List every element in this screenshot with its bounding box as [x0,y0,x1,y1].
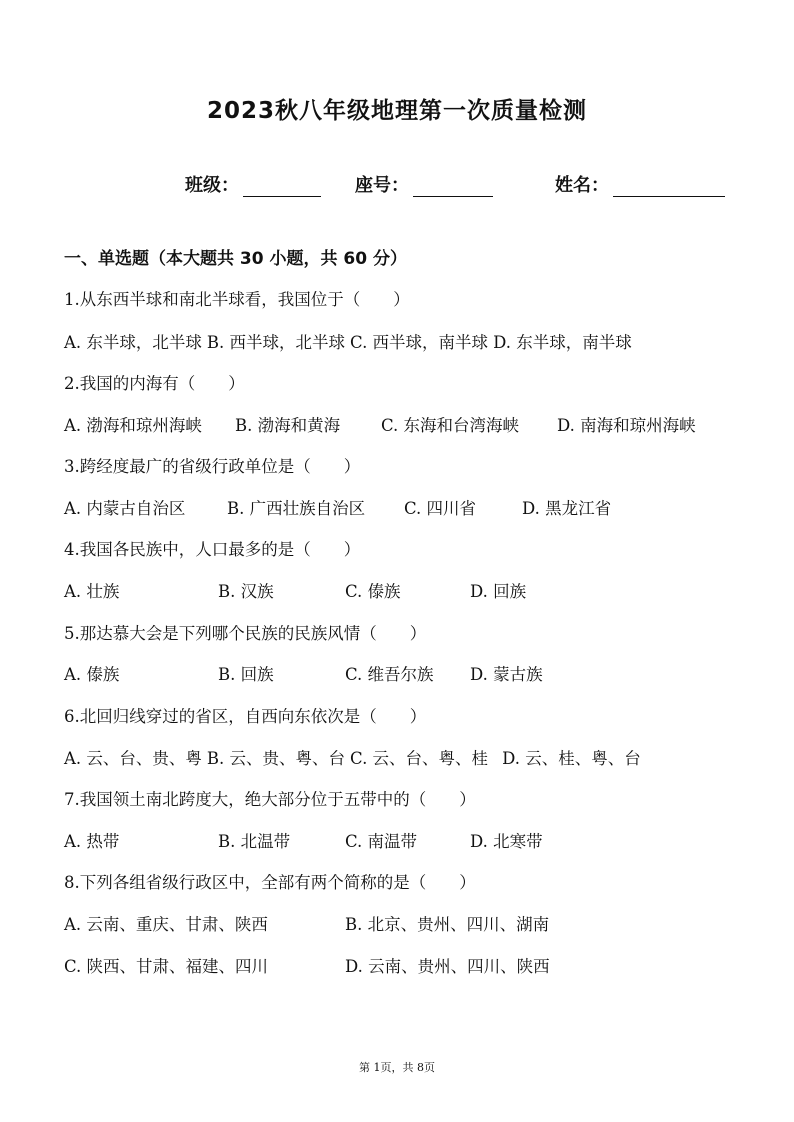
seat-label: 座号： [355,175,409,196]
name-blank[interactable] [613,176,725,197]
option-a[interactable]: A. 云南、重庆、甘肃、陕西 [64,915,268,934]
option-b[interactable]: B. 北京、贵州、四川、湖南 [345,915,550,934]
option-a[interactable]: A. 热带 [64,832,120,851]
option-c[interactable]: C. 陕西、甘肃、福建、四川 [64,957,269,976]
option-d[interactable]: D. 南海和琼州海峡 [557,416,696,435]
page-title: 2023秋八年级地理第一次质量检测 [206,98,587,124]
option-d[interactable]: D. 回族 [470,582,527,601]
name-field [555,171,725,197]
question-options [64,495,744,519]
seat-blank[interactable] [413,176,493,197]
page-footer: 第 1页，共 8页 [359,1061,435,1074]
question-options [64,578,744,602]
option-b[interactable]: B. 回族 [218,665,274,684]
option-a[interactable]: A. 东半球，北半球 [64,333,202,352]
question-stem: 3.跨经度最广的省级行政单位是（ ） [64,457,361,476]
option-d[interactable]: D. 云、桂、粤、台 [502,749,641,768]
question-stem: 2.我国的内海有（ ） [64,374,245,393]
question-options [64,953,744,977]
question-stem: 5.那达慕大会是下列哪个民族的民族风情（ ） [64,624,427,643]
option-c[interactable]: C. 维吾尔族 [345,665,434,684]
question-options [64,661,744,685]
question-options [64,329,632,353]
seat-field [355,171,493,197]
question-stem: 1.从东西半球和南北半球看，我国位于（ ） [64,290,410,309]
option-d[interactable]: D. 黑龙江省 [522,499,612,518]
option-d[interactable]: D. 蒙古族 [470,665,543,684]
option-c[interactable]: C. 云、台、粤、桂 [350,749,489,768]
class-blank[interactable] [243,176,321,197]
class-field [185,171,321,197]
option-b[interactable]: B. 汉族 [218,582,274,601]
question-options [64,911,744,935]
option-a[interactable]: A. 渤海和琼州海峡 [64,416,202,435]
question-options [64,828,744,852]
option-c[interactable]: C. 四川省 [404,499,477,518]
question-stem: 7.我国领土南北跨度大，绝大部分位于五带中的（ ） [64,790,476,809]
question-stem: 8.下列各组省级行政区中，全部有两个简称的是（ ） [64,873,476,892]
question-stem: 6.北回归线穿过的省区，自西向东依次是（ ） [64,707,427,726]
option-d[interactable]: D. 东半球，南半球 [493,333,632,352]
option-b[interactable]: B. 西半球，北半球 [206,333,346,352]
option-a[interactable]: A. 云、台、贵、粤 [64,749,202,768]
option-c[interactable]: C. 南温带 [345,832,418,851]
class-label: 班级： [185,175,239,196]
option-a[interactable]: A. 内蒙古自治区 [64,499,186,518]
option-b[interactable]: B. 广西壮族自治区 [227,499,366,518]
option-c[interactable]: C. 傣族 [345,582,401,601]
section-heading: 一、单选题（本大题共 30 小题，共 60 分） [64,249,407,269]
question-stem: 4.我国各民族中，人口最多的是（ ） [64,540,361,559]
option-d[interactable]: D. 云南、贵州、四川、陕西 [345,957,550,976]
name-label: 姓名： [555,175,609,196]
option-c[interactable]: C. 东海和台湾海峡 [381,416,520,435]
question-options [64,745,641,769]
option-a[interactable]: A. 傣族 [64,665,120,684]
option-d[interactable]: D. 北寒带 [470,832,543,851]
option-b[interactable]: B. 北温带 [218,832,291,851]
option-b[interactable]: B. 云、贵、粤、台 [206,749,346,768]
question-options [64,412,744,436]
option-a[interactable]: A. 壮族 [64,582,120,601]
option-b[interactable]: B. 渤海和黄海 [235,416,341,435]
option-c[interactable]: C. 西半球，南半球 [350,333,489,352]
